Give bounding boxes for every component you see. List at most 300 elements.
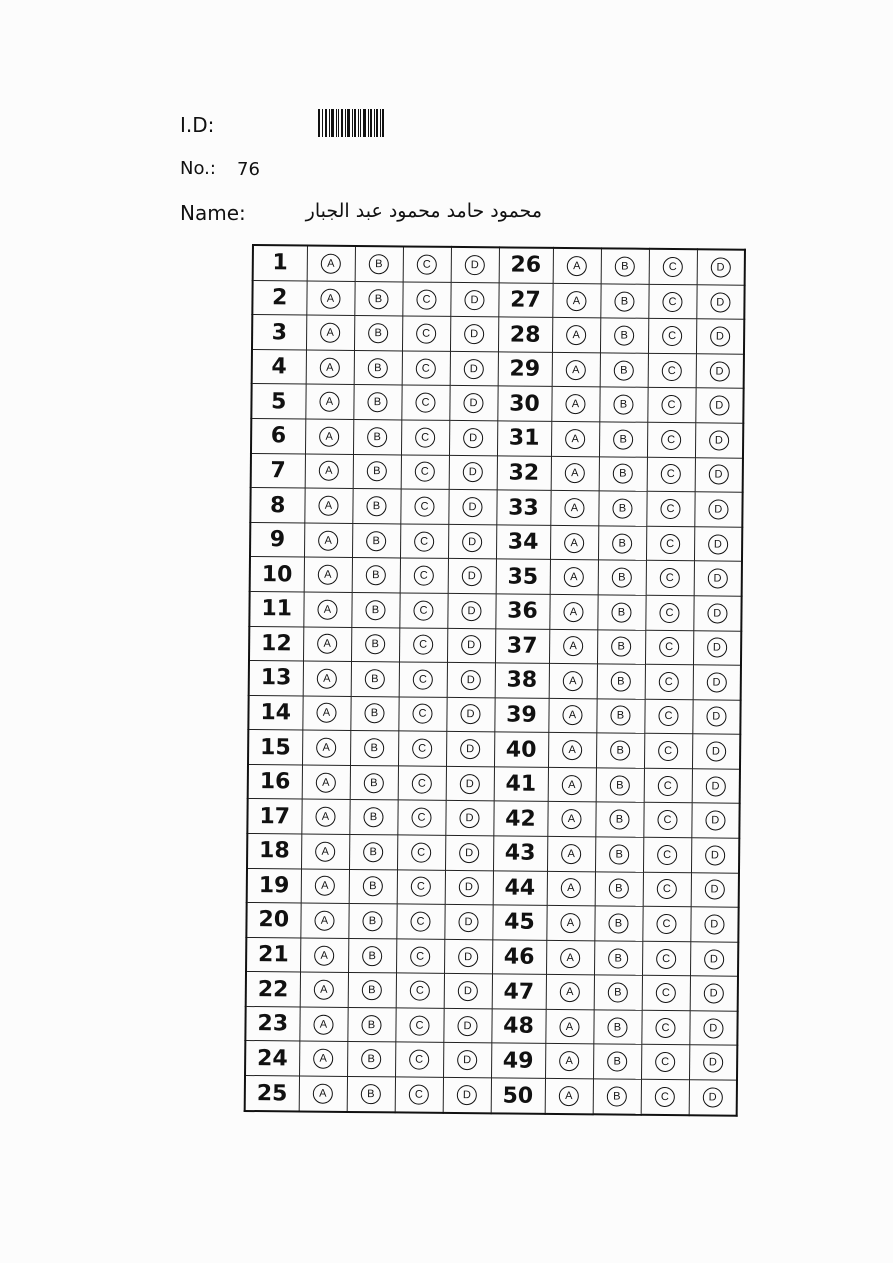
option-cell	[400, 524, 448, 559]
option-cell	[443, 1077, 491, 1113]
option-cell	[593, 1044, 641, 1079]
answer-bubble-b[interactable]: B	[608, 948, 628, 968]
answer-bubble-a[interactable]: A	[315, 841, 335, 861]
answer-bubble-d[interactable]: D	[464, 324, 484, 344]
answer-bubble-c[interactable]: C	[410, 911, 430, 931]
answer-bubble-b[interactable]: B	[369, 254, 389, 274]
answer-bubble-b[interactable]: B	[363, 807, 383, 827]
answer-bubble-c[interactable]: C	[411, 808, 431, 828]
answer-bubble-d[interactable]: D	[709, 396, 729, 416]
option-cell	[552, 318, 600, 353]
answer-bubble-a[interactable]: A	[316, 738, 336, 758]
answer-bubble-c[interactable]: C	[412, 739, 432, 759]
option-cell	[445, 835, 493, 870]
option-cell	[443, 1008, 491, 1043]
question-number: 34	[496, 525, 550, 560]
answer-bubble-a[interactable]: A	[317, 669, 337, 689]
table-row	[249, 591, 741, 630]
answer-bubble-c[interactable]: C	[655, 1087, 675, 1107]
option-cell	[599, 387, 647, 422]
option-cell	[302, 765, 350, 800]
answer-bubble-d[interactable]: D	[705, 811, 725, 831]
answer-bubble-c[interactable]: C	[414, 566, 434, 586]
table-row	[248, 764, 740, 803]
answer-bubble-c[interactable]: C	[416, 358, 436, 378]
answer-bubble-c[interactable]: C	[655, 1018, 675, 1038]
option-cell	[304, 557, 352, 592]
answer-bubble-c[interactable]: C	[417, 254, 437, 274]
option-cell	[549, 629, 597, 664]
answer-bubble-b[interactable]: B	[610, 741, 630, 761]
option-cell	[401, 385, 449, 420]
answer-bubble-c[interactable]: C	[662, 291, 682, 311]
answer-bubble-d[interactable]: D	[703, 1053, 723, 1073]
answer-bubble-b[interactable]: B	[361, 1084, 381, 1104]
answer-bubble-a[interactable]: A	[566, 291, 586, 311]
answer-bubble-b[interactable]: B	[612, 533, 632, 553]
question-number: 11	[249, 591, 303, 626]
option-cell	[396, 939, 444, 974]
answer-bubble-b[interactable]: B	[611, 671, 631, 691]
answer-bubble-c[interactable]: C	[415, 462, 435, 482]
answer-bubble-c[interactable]: C	[415, 427, 435, 447]
answer-bubble-a[interactable]: A	[560, 948, 580, 968]
answer-bubble-d[interactable]: D	[703, 1018, 723, 1038]
answer-bubble-a[interactable]: A	[319, 461, 339, 481]
answer-bubble-c[interactable]: C	[413, 600, 433, 620]
option-cell	[304, 523, 352, 558]
answer-bubble-b[interactable]: B	[613, 429, 633, 449]
answer-bubble-b[interactable]: B	[365, 634, 385, 654]
option-cell	[697, 249, 745, 285]
answer-bubble-d[interactable]: D	[457, 1085, 477, 1105]
answer-bubble-b[interactable]: B	[615, 256, 635, 276]
answer-bubble-a[interactable]: A	[320, 288, 340, 308]
answer-bubble-b[interactable]: B	[611, 602, 631, 622]
option-cell	[398, 731, 446, 766]
answer-bubble-a[interactable]: A	[563, 671, 583, 691]
answer-bubble-a[interactable]: A	[562, 705, 582, 725]
answer-bubble-c[interactable]: C	[662, 361, 682, 381]
answer-bubble-d[interactable]: D	[707, 569, 727, 589]
option-cell	[645, 595, 693, 630]
answer-bubble-c[interactable]: C	[660, 568, 680, 588]
answer-bubble-d[interactable]: D	[458, 947, 478, 967]
answer-bubble-b[interactable]: B	[367, 392, 387, 412]
answer-bubble-b[interactable]: B	[364, 704, 384, 724]
option-cell	[348, 938, 396, 973]
option-cell	[400, 558, 448, 593]
answer-bubble-d[interactable]: D	[459, 843, 479, 863]
table-row	[245, 1006, 737, 1045]
answer-bubble-a[interactable]: A	[318, 496, 338, 516]
table-row	[250, 557, 742, 596]
answer-bubble-b[interactable]: B	[614, 360, 634, 380]
barcode-icon	[318, 109, 384, 137]
answer-bubble-c[interactable]: C	[409, 1015, 429, 1035]
answer-bubble-b[interactable]: B	[609, 810, 629, 830]
answer-bubble-c[interactable]: C	[661, 464, 681, 484]
option-cell	[689, 1011, 737, 1046]
name-value: محمود حامد محمود عبد الجبار	[305, 200, 542, 222]
answer-bubble-a[interactable]: A	[565, 429, 585, 449]
answer-bubble-d[interactable]: D	[458, 981, 478, 1001]
option-cell	[595, 802, 643, 837]
option-cell	[546, 940, 594, 975]
answer-bubble-a[interactable]: A	[315, 807, 335, 827]
answer-bubble-b[interactable]: B	[361, 1015, 381, 1035]
option-cell	[645, 664, 693, 699]
answer-bubble-d[interactable]: D	[702, 1087, 722, 1107]
answer-bubble-b[interactable]: B	[614, 291, 634, 311]
question-number: 4	[252, 349, 306, 384]
answer-bubble-a[interactable]: A	[564, 533, 584, 553]
answer-bubble-b[interactable]: B	[367, 427, 387, 447]
option-cell	[600, 353, 648, 388]
answer-bubble-d[interactable]: D	[463, 462, 483, 482]
answer-bubble-c[interactable]: C	[656, 914, 676, 934]
table-row	[251, 384, 743, 423]
answer-bubble-c[interactable]: C	[410, 946, 430, 966]
answer-bubble-d[interactable]: D	[706, 707, 726, 727]
option-cell	[594, 975, 642, 1010]
answer-bubble-d[interactable]: D	[459, 808, 479, 828]
answer-bubble-a[interactable]: A	[316, 772, 336, 792]
answer-bubble-d[interactable]: D	[464, 290, 484, 310]
answer-bubble-c[interactable]: C	[657, 810, 677, 830]
option-cell	[696, 354, 744, 389]
answer-bubble-b[interactable]: B	[362, 946, 382, 966]
answer-bubble-c[interactable]: C	[659, 603, 679, 623]
answer-bubble-c[interactable]: C	[657, 879, 677, 899]
table-row	[247, 799, 739, 838]
answer-bubble-a[interactable]: A	[561, 809, 581, 829]
answer-bubble-b[interactable]: B	[368, 358, 388, 378]
option-cell	[593, 1010, 641, 1045]
answer-bubble-b[interactable]: B	[609, 879, 629, 899]
answer-bubble-a[interactable]: A	[315, 876, 335, 896]
option-cell	[696, 285, 744, 320]
answer-bubble-a[interactable]: A	[567, 256, 587, 276]
answer-bubble-d[interactable]: D	[708, 465, 728, 485]
answer-bubble-a[interactable]: A	[313, 1084, 333, 1104]
answer-bubble-b[interactable]: B	[612, 568, 632, 588]
answer-bubble-a[interactable]: A	[314, 945, 334, 965]
answer-bubble-b[interactable]: B	[362, 980, 382, 1000]
option-cell	[696, 319, 744, 354]
answer-bubble-d[interactable]: D	[708, 499, 728, 519]
table-row	[246, 903, 738, 942]
option-cell	[353, 454, 401, 489]
option-cell	[689, 1080, 737, 1116]
option-cell	[692, 699, 740, 734]
option-cell	[597, 664, 645, 699]
option-cell	[695, 388, 743, 423]
answer-bubble-d[interactable]: D	[705, 776, 725, 796]
option-cell	[353, 420, 401, 455]
answer-bubble-b[interactable]: B	[363, 842, 383, 862]
question-number: 39	[494, 698, 548, 733]
option-cell	[692, 769, 740, 804]
answer-bubble-c[interactable]: C	[413, 635, 433, 655]
answer-bubble-a[interactable]: A	[559, 1017, 579, 1037]
option-cell	[403, 246, 451, 282]
option-cell	[645, 630, 693, 665]
answer-bubble-b[interactable]: B	[607, 1052, 627, 1072]
answer-bubble-b[interactable]: B	[368, 289, 388, 309]
answer-bubble-c[interactable]: C	[662, 326, 682, 346]
option-cell	[448, 524, 496, 559]
answer-bubble-d[interactable]: D	[457, 1050, 477, 1070]
option-cell	[647, 422, 695, 457]
answer-bubble-b[interactable]: B	[607, 1017, 627, 1037]
option-cell	[351, 662, 399, 697]
option-cell	[307, 246, 355, 282]
answer-bubble-d[interactable]: D	[462, 566, 482, 586]
option-cell	[397, 869, 445, 904]
answer-bubble-a[interactable]: A	[566, 325, 586, 345]
answer-bubble-c[interactable]: C	[413, 669, 433, 689]
option-cell	[550, 560, 598, 595]
answer-bubble-d[interactable]: D	[704, 914, 724, 934]
answer-bubble-b[interactable]: B	[363, 876, 383, 896]
question-number: 12	[249, 626, 303, 661]
option-cell	[690, 907, 738, 942]
answer-bubble-d[interactable]: D	[465, 255, 485, 275]
answer-bubble-d[interactable]: D	[464, 359, 484, 379]
question-number: 36	[495, 594, 549, 629]
answer-bubble-d[interactable]: D	[461, 601, 481, 621]
answer-bubble-d[interactable]: D	[461, 670, 481, 690]
answer-bubble-a[interactable]: A	[314, 980, 334, 1000]
option-cell	[546, 975, 594, 1010]
question-number: 45	[492, 905, 546, 940]
answer-bubble-a[interactable]: A	[565, 394, 585, 414]
answer-bubble-a[interactable]: A	[320, 323, 340, 343]
answer-bubble-b[interactable]: B	[607, 1086, 627, 1106]
answer-bubble-b[interactable]: B	[368, 323, 388, 343]
answer-bubble-b[interactable]: B	[366, 496, 386, 516]
question-number: 27	[498, 283, 552, 318]
answer-bubble-a[interactable]: A	[563, 636, 583, 656]
answer-bubble-d[interactable]: D	[462, 532, 482, 552]
answer-bubble-d[interactable]: D	[460, 774, 480, 794]
option-cell	[447, 593, 495, 628]
answer-bubble-b[interactable]: B	[366, 531, 386, 551]
option-cell	[646, 492, 694, 527]
answer-bubble-a[interactable]: A	[313, 1014, 333, 1034]
answer-bubble-d[interactable]: D	[460, 739, 480, 759]
answer-bubble-b[interactable]: B	[610, 706, 630, 726]
answer-bubble-c[interactable]: C	[661, 430, 681, 450]
question-number: 26	[499, 247, 553, 283]
option-cell	[354, 350, 402, 385]
option-cell	[695, 423, 743, 458]
answer-bubble-d[interactable]: D	[463, 393, 483, 413]
option-cell	[450, 317, 498, 352]
answer-bubble-c[interactable]: C	[409, 1085, 429, 1105]
table-row	[245, 1076, 737, 1116]
answer-bubble-c[interactable]: C	[412, 704, 432, 724]
answer-bubble-c[interactable]: C	[411, 842, 431, 862]
table-row	[247, 833, 739, 872]
answer-bubble-d[interactable]: D	[704, 880, 724, 900]
answer-grid	[244, 244, 746, 1117]
option-cell	[600, 318, 648, 353]
answer-bubble-c[interactable]: C	[412, 773, 432, 793]
answer-bubble-b[interactable]: B	[361, 1049, 381, 1069]
option-cell	[395, 1008, 443, 1043]
answer-bubble-c[interactable]: C	[656, 948, 676, 968]
answer-bubble-a[interactable]: A	[560, 982, 580, 1002]
answer-bubble-d[interactable]: D	[463, 428, 483, 448]
answer-bubble-b[interactable]: B	[367, 462, 387, 482]
answer-bubble-c[interactable]: C	[414, 531, 434, 551]
answer-bubble-d[interactable]: D	[710, 327, 730, 347]
answer-bubble-d[interactable]: D	[462, 497, 482, 517]
question-number: 6	[251, 419, 305, 454]
question-number: 17	[247, 799, 301, 834]
answer-bubble-d[interactable]: D	[457, 1016, 477, 1036]
table-row	[250, 488, 742, 527]
answer-bubble-a[interactable]: A	[562, 775, 582, 795]
answer-bubble-c[interactable]: C	[415, 393, 435, 413]
option-cell	[548, 767, 596, 802]
option-cell	[350, 765, 398, 800]
answer-bubble-b[interactable]: B	[365, 669, 385, 689]
answer-bubble-b[interactable]: B	[366, 565, 386, 585]
option-cell	[444, 939, 492, 974]
answer-bubble-a[interactable]: A	[319, 426, 339, 446]
answer-bubble-a[interactable]: A	[563, 602, 583, 622]
option-cell	[399, 593, 447, 628]
answer-bubble-c[interactable]: C	[658, 706, 678, 726]
answer-bubble-a[interactable]: A	[564, 498, 584, 518]
option-cell	[545, 1044, 593, 1079]
answer-bubble-a[interactable]: A	[317, 599, 337, 619]
answer-bubble-a[interactable]: A	[318, 530, 338, 550]
answer-bubble-b[interactable]: B	[608, 983, 628, 1003]
answer-bubble-c[interactable]: C	[658, 776, 678, 796]
option-cell	[594, 941, 642, 976]
answer-bubble-d[interactable]: D	[706, 741, 726, 761]
answer-bubble-d[interactable]: D	[703, 983, 723, 1003]
answer-bubble-c[interactable]: C	[660, 534, 680, 554]
answer-bubble-d[interactable]: D	[459, 877, 479, 897]
option-cell	[353, 385, 401, 420]
answer-bubble-a[interactable]: A	[566, 360, 586, 380]
answer-bubble-d[interactable]: D	[707, 638, 727, 658]
answer-bubble-a[interactable]: A	[559, 1051, 579, 1071]
answer-bubble-a[interactable]: A	[561, 878, 581, 898]
answer-bubble-b[interactable]: B	[364, 738, 384, 758]
answer-bubble-a[interactable]: A	[318, 565, 338, 585]
answer-bubble-d[interactable]: D	[704, 949, 724, 969]
answer-bubble-c[interactable]: C	[416, 324, 436, 344]
option-cell	[596, 699, 644, 734]
answer-bubble-d[interactable]: D	[705, 845, 725, 865]
option-cell	[445, 801, 493, 836]
answer-bubble-c[interactable]: C	[659, 672, 679, 692]
answer-bubble-b[interactable]: B	[610, 775, 630, 795]
answer-bubble-a[interactable]: A	[565, 463, 585, 483]
answer-bubble-c[interactable]: C	[661, 395, 681, 415]
option-cell	[598, 560, 646, 595]
answer-bubble-a[interactable]: A	[564, 567, 584, 587]
answer-bubble-d[interactable]: D	[461, 635, 481, 655]
answer-bubble-c[interactable]: C	[416, 289, 436, 309]
answer-bubble-d[interactable]: D	[707, 603, 727, 623]
option-cell	[648, 284, 696, 319]
option-cell	[449, 455, 497, 490]
answer-bubble-d[interactable]: D	[460, 704, 480, 724]
answer-bubble-b[interactable]: B	[362, 911, 382, 931]
answer-bubble-a[interactable]: A	[320, 357, 340, 377]
answer-bubble-b[interactable]: B	[612, 498, 632, 518]
answer-bubble-a[interactable]: A	[319, 392, 339, 412]
answer-bubble-c[interactable]: C	[663, 257, 683, 277]
answer-bubble-b[interactable]: B	[364, 773, 384, 793]
table-row	[251, 453, 743, 492]
option-cell	[689, 1045, 737, 1080]
answer-bubble-c[interactable]: C	[411, 877, 431, 897]
answer-bubble-b[interactable]: B	[614, 326, 634, 346]
answer-bubble-c[interactable]: C	[414, 497, 434, 517]
answer-bubble-c[interactable]: C	[410, 981, 430, 1001]
answer-bubble-b[interactable]: B	[611, 637, 631, 657]
answer-bubble-c[interactable]: C	[656, 983, 676, 1003]
question-number: 8	[250, 488, 304, 523]
answer-bubble-b[interactable]: B	[609, 844, 629, 864]
table-row	[246, 972, 738, 1011]
answer-bubble-c[interactable]: C	[660, 499, 680, 519]
answer-bubble-c[interactable]: C	[657, 845, 677, 865]
option-cell	[693, 630, 741, 665]
option-cell	[642, 976, 690, 1011]
answer-bubble-a[interactable]: A	[313, 1049, 333, 1069]
option-cell	[597, 629, 645, 664]
answer-bubble-c[interactable]: C	[659, 637, 679, 657]
answer-bubble-a[interactable]: A	[317, 634, 337, 654]
question-number: 22	[246, 972, 300, 1007]
answer-bubble-b[interactable]: B	[613, 464, 633, 484]
answer-bubble-a[interactable]: A	[316, 703, 336, 723]
answer-bubble-d[interactable]: D	[709, 430, 729, 450]
answer-bubble-a[interactable]: A	[559, 1086, 579, 1106]
option-cell	[643, 872, 691, 907]
answer-bubble-c[interactable]: C	[409, 1050, 429, 1070]
answer-bubble-b[interactable]: B	[365, 600, 385, 620]
option-cell	[302, 730, 350, 765]
answer-bubble-a[interactable]: A	[560, 913, 580, 933]
answer-bubble-d[interactable]: D	[710, 292, 730, 312]
answer-bubble-d[interactable]: D	[709, 361, 729, 381]
answer-bubble-b[interactable]: B	[608, 913, 628, 933]
answer-bubble-a[interactable]: A	[321, 254, 341, 274]
answer-bubble-d[interactable]: D	[706, 672, 726, 692]
answer-bubble-c[interactable]: C	[658, 741, 678, 761]
answer-bubble-a[interactable]: A	[561, 844, 581, 864]
answer-bubble-a[interactable]: A	[314, 911, 334, 931]
answer-bubble-c[interactable]: C	[655, 1052, 675, 1072]
answer-bubble-d[interactable]: D	[710, 257, 730, 277]
option-cell	[305, 385, 353, 420]
answer-bubble-d[interactable]: D	[458, 912, 478, 932]
answer-bubble-a[interactable]: A	[562, 740, 582, 760]
answer-bubble-d[interactable]: D	[708, 534, 728, 554]
answer-bubble-b[interactable]: B	[613, 395, 633, 415]
question-number: 42	[493, 801, 547, 836]
